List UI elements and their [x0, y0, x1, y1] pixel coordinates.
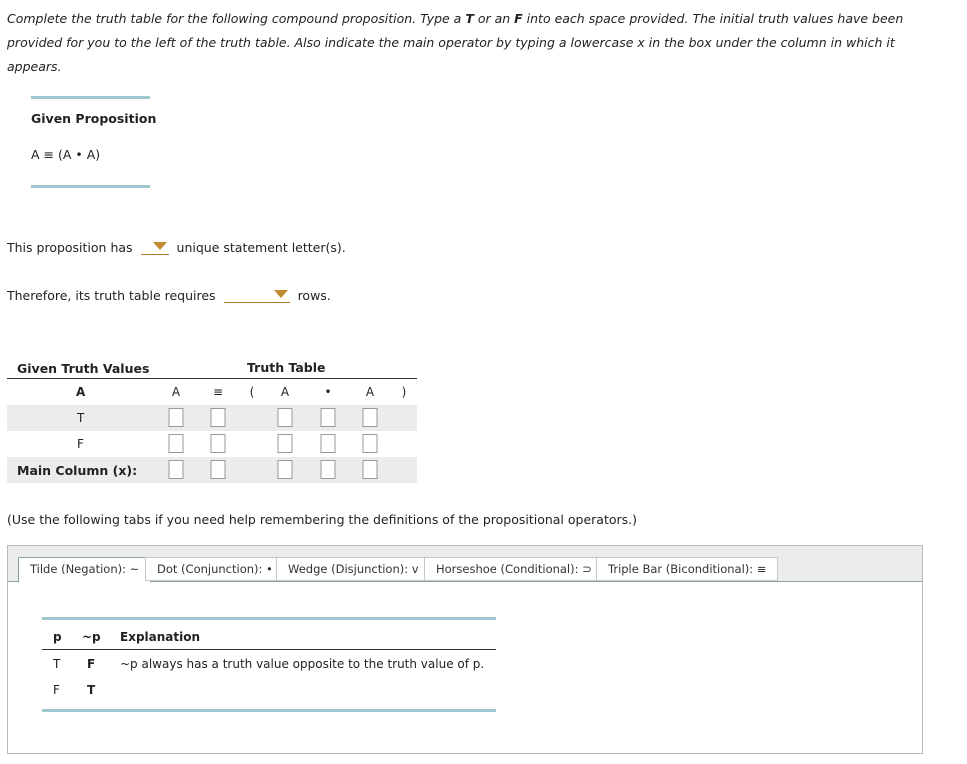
truth-table: [7, 358, 417, 483]
header-p: p: [53, 630, 62, 644]
p-value: F: [53, 683, 60, 697]
question-suffix: unique statement letter(s).: [176, 239, 346, 255]
tab-dot-conjunction[interactable]: Dot (Conjunction): •: [145, 557, 285, 581]
not-p-value: F: [87, 657, 96, 671]
question-prefix: Therefore, its truth table requires: [7, 287, 216, 303]
tabs-help-note: (Use the following tabs if you need help remembering the definitions of the propositional operators.): [7, 512, 638, 527]
table-row: [7, 405, 417, 431]
main-column-input[interactable]: [363, 460, 378, 479]
tab-bar: [8, 546, 922, 582]
truth-value-input[interactable]: [363, 408, 378, 427]
negation-definition-table: [42, 617, 496, 712]
given-proposition-expression: A ≡ (A • A): [31, 147, 101, 162]
truth-value-input[interactable]: [211, 434, 226, 453]
column-symbol: A: [365, 385, 375, 399]
truth-table-title: Truth Table: [247, 360, 326, 375]
definition-header-row: [42, 626, 496, 650]
given-value: T: [77, 411, 85, 425]
column-symbol: A: [171, 385, 181, 399]
header-not-p: ~p: [82, 630, 101, 644]
truth-value-input[interactable]: [278, 408, 293, 427]
given-column-header: A: [76, 385, 86, 399]
main-column-input[interactable]: [321, 460, 336, 479]
given-values-header: Given Truth Values: [17, 361, 150, 376]
question-suffix: rows.: [297, 287, 331, 303]
rows-dropdown[interactable]: [224, 287, 290, 303]
caret-down-icon: [274, 290, 288, 298]
tab-triple-bar-biconditional[interactable]: Triple Bar (Biconditional): ≡: [596, 557, 778, 581]
truth-value-input[interactable]: [321, 408, 336, 427]
main-column-input[interactable]: [169, 460, 184, 479]
tab-wedge-disjunction[interactable]: Wedge (Disjunction): v: [276, 557, 431, 581]
statement-letters-dropdown[interactable]: [141, 239, 169, 255]
column-symbol: ): [401, 385, 407, 399]
statement-letters-question: [7, 239, 346, 255]
explanation-text: ~p always has a truth value opposite to the truth value of p.: [120, 657, 485, 671]
operator-tabs-panel: [7, 545, 923, 754]
column-symbol: A: [280, 385, 290, 399]
truth-value-input[interactable]: [211, 408, 226, 427]
given-proposition-box: [31, 96, 157, 188]
main-column-row: [7, 457, 417, 483]
truth-value-input[interactable]: [278, 434, 293, 453]
truth-value-input[interactable]: [363, 434, 378, 453]
main-column-input[interactable]: [278, 460, 293, 479]
tab-tilde-negation[interactable]: Tilde (Negation): ~: [18, 557, 151, 583]
truth-table-header: [7, 358, 417, 379]
column-header-row: [7, 379, 417, 405]
letter-t: T: [465, 11, 474, 26]
not-p-value: T: [87, 683, 96, 697]
table-row: [7, 431, 417, 457]
table-row: [42, 653, 496, 677]
tab-horseshoe-conditional[interactable]: Horseshoe (Conditional): ⊃: [424, 557, 604, 581]
given-proposition-title: Given Proposition: [31, 111, 157, 126]
rows-question: [7, 287, 331, 303]
table-row: [42, 679, 496, 703]
column-symbol: •: [324, 385, 332, 399]
instructions: Complete the truth table for the following compound proposition. Type a T or an F into each space provided. The initial truth values have been provided for you to the left of the truth table. Also indicate the main operator by typing a lowercase x in the box under the column in which it appears.: [7, 11, 904, 74]
caret-down-icon: [153, 242, 167, 250]
truth-value-input[interactable]: [321, 434, 336, 453]
main-column-label: Main Column (x):: [17, 463, 138, 478]
p-value: T: [53, 657, 61, 671]
question-prefix: This proposition has: [7, 239, 133, 255]
main-column-input[interactable]: [211, 460, 226, 479]
letter-f: F: [514, 11, 523, 26]
column-symbol: ≡: [212, 385, 224, 399]
given-value: F: [77, 437, 84, 451]
header-explanation: Explanation: [120, 630, 201, 644]
column-symbol: (: [249, 385, 255, 399]
truth-value-input[interactable]: [169, 408, 184, 427]
truth-value-input[interactable]: [169, 434, 184, 453]
